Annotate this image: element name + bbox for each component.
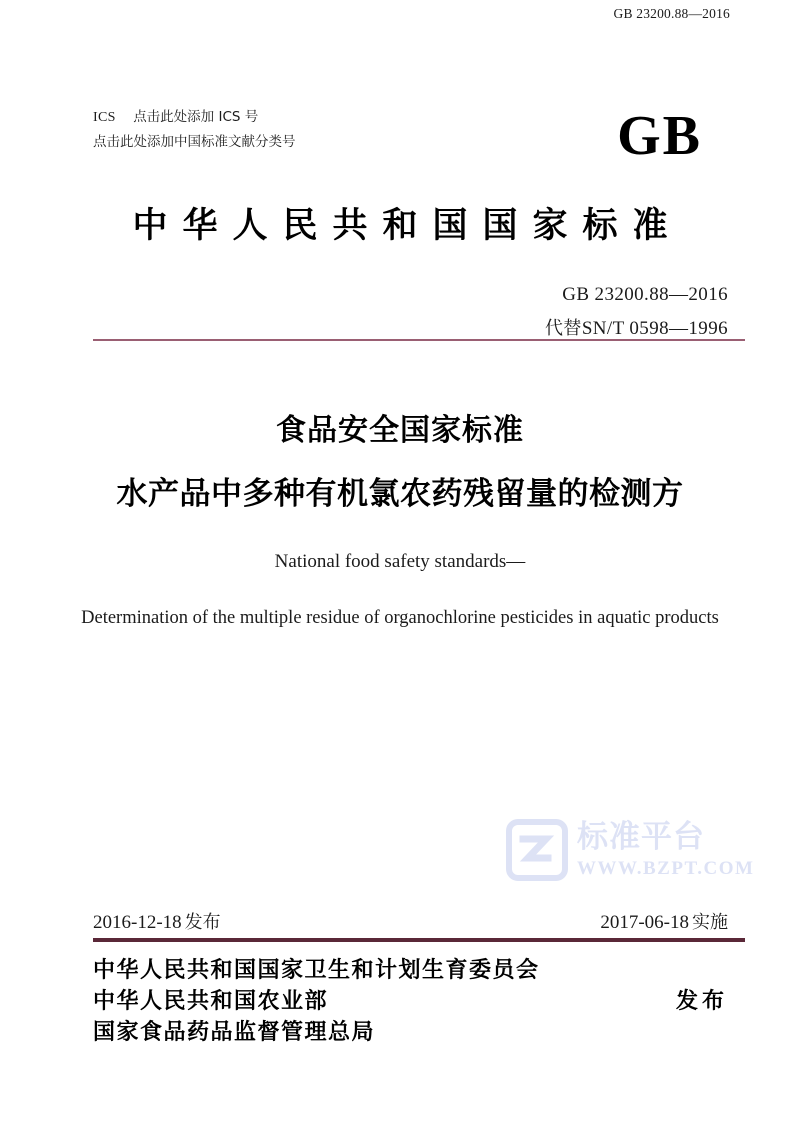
ics-label: ICS (93, 110, 116, 125)
watermark-url: WWW.BZPT.COM (577, 858, 755, 879)
bzpt-logo-icon (505, 818, 569, 882)
replaces-prefix-label: 代替 (545, 318, 582, 340)
issuing-agency-line-1: 中华人民共和国国家卫生和计划生育委员会 (93, 958, 540, 983)
issue-verb-label: 发布 (675, 989, 728, 1015)
watermark (505, 818, 754, 882)
page-title-cn-line2: 水产品中多种有机氯农药残留量的检测方 (116, 476, 684, 512)
standard-number: GB 23200.88—2016 (562, 284, 728, 305)
ics-block (93, 107, 296, 153)
header-divider-rule (93, 339, 745, 341)
page-title-en: Determination of the multiple residue of organochlorine pesticides in aquatic products (81, 608, 719, 628)
national-standard-banner: 中华人民共和国国家标准 (132, 206, 683, 246)
standard-number-block (545, 280, 728, 345)
footer-divider-rule (93, 938, 745, 942)
implement-date-label: 实施 (692, 912, 728, 933)
issuing-agency-line-2: 中华人民共和国农业部 (93, 989, 329, 1015)
ics-number-line (93, 107, 296, 129)
ics-classification-placeholder[interactable]: 点击此处添加中国标准文献分类号 (93, 133, 296, 150)
publish-date-block (93, 908, 221, 934)
implement-date: 2017-06-18 (600, 912, 689, 933)
issuing-agency-line-2-row (93, 986, 728, 1017)
publish-date: 2016-12-18 (93, 912, 182, 933)
page-title-cn-line1: 食品安全国家标准 (276, 413, 524, 448)
issuing-agency-line-3: 国家食品药品监督管理总局 (93, 1020, 376, 1046)
page-subtitle-en: National food safety standards— (274, 551, 526, 572)
running-header-standard-number: GB 23200.88—2016 (613, 6, 730, 21)
issuing-agencies-block (93, 955, 728, 1049)
implement-date-block (600, 908, 728, 934)
replaced-standard-number: SN/T 0598—1996 (581, 318, 728, 340)
ics-number-placeholder[interactable]: 点击此处添加 ICS 号 (133, 109, 259, 125)
watermark-text (577, 819, 755, 879)
gb-logo-text: GB (617, 105, 702, 167)
publish-date-label: 发布 (184, 912, 221, 933)
watermark-brand-cn: 标准平台 (577, 819, 705, 855)
